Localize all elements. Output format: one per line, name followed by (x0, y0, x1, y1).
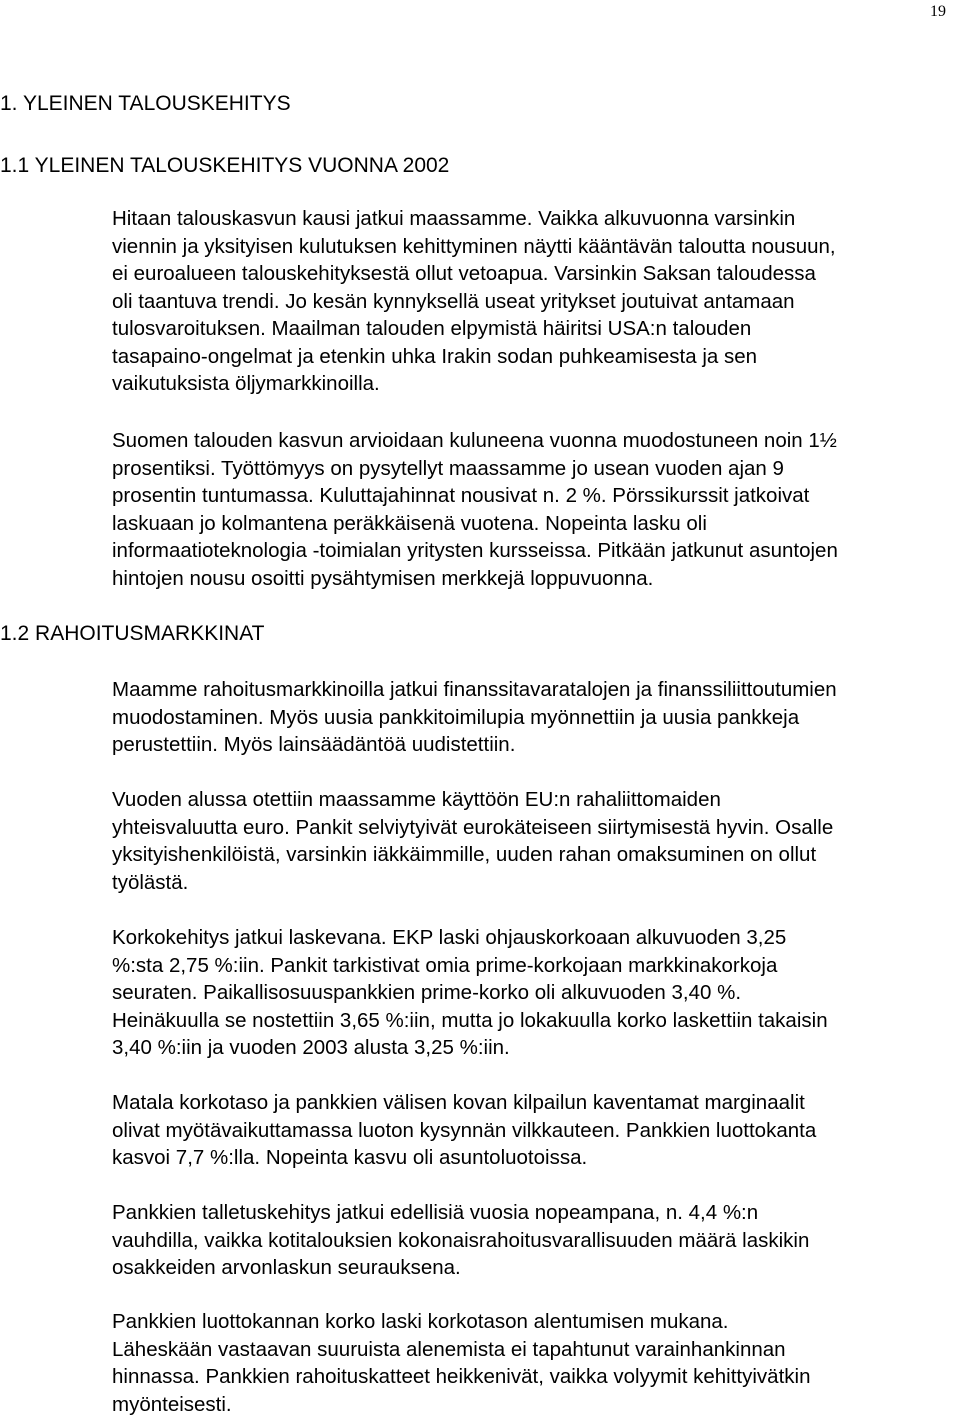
text-line: hintojen nousu osoitti pysähtymisen merkkejä loppuvuonna. (112, 566, 654, 590)
text-line: tasapaino-ongelmat ja etenkin uhka Irakin sodan puhkeamisesta ja sen (112, 344, 758, 368)
text-line: informaatioteknologia -toimialan yritysten kursseissa. Pitkään jatkunut asuntojen (112, 539, 838, 562)
text-line: 3,40 %:iin ja vuoden 2003 alusta 3,25 %:iin. (112, 1036, 510, 1059)
text-line: Pankkien luottokannan korko laski korkotason alentumisen mukana. (112, 1310, 729, 1333)
paragraph-loan-demand (112, 1089, 816, 1172)
paragraph-finnish-economy (112, 427, 838, 592)
text-line: Pankkien talletuskehitys jatkui edellisiä vuosia nopeampana, n. 4,4 %:n (112, 1201, 759, 1224)
text-line: vauhdilla, vaikka kotitalouksien kokonaisrahoitusvarallisuuden määrä laskikin (112, 1228, 810, 1252)
text-line: hinnassa. Pankkien rahoituskatteet heikkenivät, vaikka volyymit kehittyivätkin (112, 1365, 811, 1388)
chapter-heading: 1. YLEINEN TALOUSKEHITYS (0, 92, 291, 115)
text-line: seuraten. Paikallisosuuspankkien prime-korko oli alkuvuoden 3,40 %. (112, 981, 742, 1004)
text-line: Läheskään vastaavan suuruista alenemista ei tapahtunut varainhankinnan (112, 1337, 786, 1361)
text-line: viennin ja yksityisen kulutuksen kehittyminen näytti kääntävän taloutta nousuun, (112, 234, 836, 258)
text-line: ei euroalueen talouskehityksestä ollut vetoapua. Varsinkin Saksan taloudessa (112, 262, 816, 285)
text-line: myönteisesti. (112, 1392, 232, 1416)
text-line: olivat myötävaikuttamassa luoton kysynnän vilkkauteen. Pankkien luottokanta (112, 1118, 817, 1142)
text-line: yksityishenkilöistä, varsinkin iäkkäimmille, uuden rahan omaksuminen on ollut (112, 843, 817, 866)
text-line: Hitaan talouskasvun kausi jatkui maassamme. Vaikka alkuvuonna varsinkin (112, 207, 796, 230)
text-line: Heinäkuulla se nostettiin 3,65 %:iin, mutta jo lokakuulla korko laskettiin takaisin (112, 1008, 828, 1032)
text-line: Suomen talouden kasvun arvioidaan kuluneena vuonna muodostuneen noin 1½ (112, 429, 837, 452)
text-line: prosentin tuntumassa. Kuluttajahinnat nousivat n. 2 %. Pörssikurssit jatkoivat (112, 484, 810, 507)
text-line: Matala korkotaso ja pankkien välisen kovan kilpailun kaventamat marginaalit (112, 1091, 805, 1114)
paragraph-deposits (112, 1199, 809, 1282)
paragraph-economic-slowdown (112, 205, 836, 398)
text-line: laskuaan jo kolmantena peräkkäisenä vuotena. Nopeinta lasku oli (112, 511, 707, 535)
text-line: oli taantuva trendi. Jo kesän kynnyksellä useat yritykset joutuivat antamaan (112, 289, 795, 313)
paragraph-euro-introduction (112, 786, 833, 896)
paragraph-interest-rates (112, 924, 828, 1062)
text-line: %:sta 2,75 %:iin. Pankit tarkistivat omia prime-korkojaan markkinakorkoja (112, 953, 778, 977)
text-line: Maamme rahoitusmarkkinoilla jatkui finanssitavaratalojen ja finanssiliittoutumien (112, 678, 837, 701)
text-line: Korkokehitys jatkui laskevana. EKP laski ohjauskorkoaan alkuvuoden 3,25 (112, 926, 787, 949)
text-line: kasvoi 7,7 %:lla. Nopeinta kasvu oli asuntoluotoissa. (112, 1146, 588, 1169)
text-line: vaikutuksista öljymarkkinoilla. (112, 372, 380, 395)
section-heading-1-1: 1.1 YLEINEN TALOUSKEHITYS VUONNA 2002 (0, 154, 450, 177)
text-line: työlästä. (112, 870, 189, 894)
text-line: prosentiksi. Työttömyys on pysytellyt maassamme jo usean vuoden ajan 9 (112, 456, 784, 480)
text-line: perustettiin. Myös lainsäädäntöä uudistettiin. (112, 733, 516, 756)
text-line: Vuoden alussa otettiin maassamme käyttöön EU:n rahaliittomaiden (112, 788, 721, 811)
paragraph-loan-interest (112, 1308, 810, 1418)
text-line: tulosvaroituksen. Maailman talouden elpymistä häiritsi USA:n talouden (112, 317, 752, 340)
text-line: osakkeiden arvonlaskun seurauksena. (112, 1256, 461, 1279)
paragraph-financial-groups (112, 676, 837, 759)
page-number: 19 (930, 3, 946, 20)
text-line: yhteisvaluutta euro. Pankit selviytyivät eurokäteiseen siirtymisestä hyvin. Osalle (112, 815, 834, 839)
section-heading-1-2: 1.2 RAHOITUSMARKKINAT (0, 622, 265, 645)
text-line: muodostaminen. Myös uusia pankkitoimilupia myönnettiin ja uusia pankkeja (112, 705, 800, 729)
